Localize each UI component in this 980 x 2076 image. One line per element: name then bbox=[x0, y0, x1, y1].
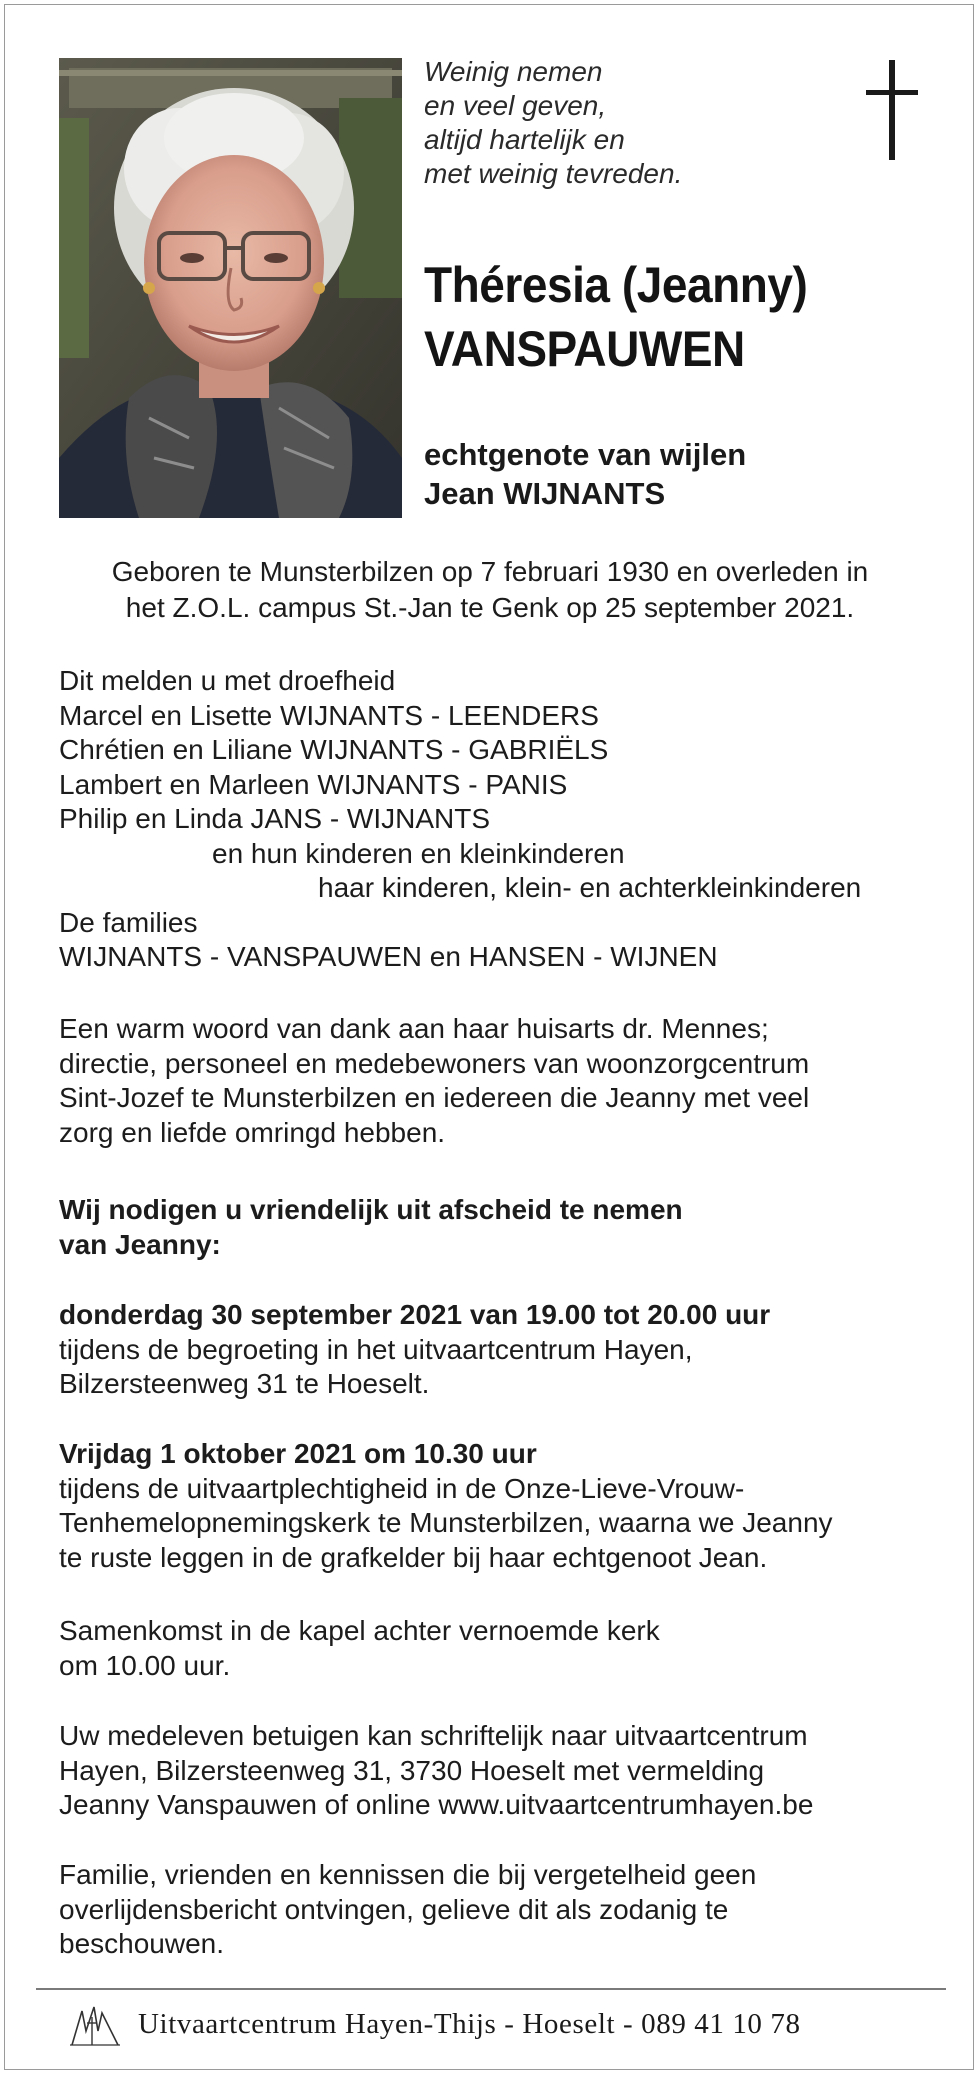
portrait-photo bbox=[59, 58, 402, 518]
poem bbox=[424, 55, 804, 191]
wake-line: tijdens de begroeting in het uitvaartcentrum Hayen, bbox=[59, 1333, 693, 1365]
gathering-line: Samenkomst in de kapel achter vernoemde kerk bbox=[59, 1615, 660, 1646]
birth-death-info bbox=[40, 554, 940, 626]
gathering-line: om 10.00 uur. bbox=[59, 1649, 231, 1681]
families-label: De families bbox=[59, 906, 198, 938]
spouse-label: echtgenote van wijlen bbox=[424, 437, 747, 472]
wake-heading: donderdag 30 september 2021 van 19.00 tot 20.00 uur bbox=[59, 1299, 771, 1330]
funeral-line: te ruste leggen in de grafkelder bij haar echtgenoot Jean. bbox=[59, 1541, 768, 1573]
cross-icon bbox=[862, 60, 922, 160]
birth-death-line: Geboren te Munsterbilzen op 7 februari 1930 en overleden in bbox=[111, 556, 869, 587]
poem-line: altijd hartelijk en bbox=[424, 124, 625, 155]
invitation-line: Wij nodigen u vriendelijk uit afscheid te nemen bbox=[59, 1194, 683, 1225]
invitation bbox=[59, 1193, 959, 1262]
funeral-info bbox=[59, 1437, 959, 1575]
notice-paragraph bbox=[59, 1858, 959, 1962]
notice-line: Familie, vrienden en kennissen die bij vergetelheid geen bbox=[59, 1859, 757, 1890]
condolences-line: Jeanny Vanspauwen of online www.uitvaartcentrumhayen.be bbox=[59, 1789, 814, 1820]
condolences-line: Uw medeleven betuigen kan schriftelijk naar uitvaartcentrum bbox=[59, 1720, 808, 1751]
wake-info bbox=[59, 1298, 959, 1402]
family-member: Lambert en Marleen WIJNANTS - PANIS bbox=[59, 768, 568, 800]
thanks-line: directie, personeel en medebewoners van woonzorgcentrum bbox=[59, 1047, 810, 1079]
funeral-heading: Vrijdag 1 oktober 2021 om 10.30 uur bbox=[59, 1438, 537, 1469]
family-intro: Dit melden u met droefheid bbox=[59, 665, 396, 696]
spouse-info bbox=[424, 435, 944, 513]
family-member: Philip en Linda JANS - WIJNANTS bbox=[59, 803, 491, 834]
family-member: Chrétien en Liliane WIJNANTS - GABRIËLS bbox=[59, 734, 609, 765]
family-announcement bbox=[59, 664, 959, 975]
families-names: WIJNANTS - VANSPAUWEN en HANSEN - WIJNEN bbox=[59, 941, 718, 972]
thanks-line: Een warm woord van dank aan haar huisarts dr. Mennes; bbox=[59, 1013, 769, 1044]
grandchildren-line: haar kinderen, klein- en achterkleinkinderen bbox=[318, 872, 862, 903]
funeral-line: tijdens de uitvaartplechtigheid in de Onze-Lieve-Vrouw- bbox=[59, 1472, 745, 1504]
footer-divider bbox=[36, 1988, 946, 1990]
birth-death-line: het Z.O.L. campus St.-Jan te Genk op 25 september 2021. bbox=[125, 592, 855, 623]
spouse-name: Jean WIJNANTS bbox=[424, 476, 666, 511]
thanks-paragraph bbox=[59, 1012, 959, 1150]
deceased-first-name: Théresia (Jeanny) bbox=[424, 257, 808, 313]
footer-funeral-home: Uitvaartcentrum Hayen-Thijs - Hoeselt - 089 41 10 78 bbox=[138, 2008, 801, 2040]
poem-line: met weinig tevreden. bbox=[424, 158, 683, 189]
deceased-name bbox=[424, 253, 902, 381]
wake-line: Bilzersteenweg 31 te Hoeselt. bbox=[59, 1368, 430, 1399]
condolences-info bbox=[59, 1719, 959, 1823]
condolences-line: Hayen, Bilzersteenweg 31, 3730 Hoeselt met vermelding bbox=[59, 1754, 765, 1786]
notice-line: beschouwen. bbox=[59, 1928, 225, 1959]
deceased-last-name: VANSPAUWEN bbox=[424, 321, 745, 377]
family-member: Marcel en Lisette WIJNANTS - LEENDERS bbox=[59, 699, 599, 731]
gathering-info bbox=[59, 1614, 959, 1683]
hayen-thijs-logo-icon bbox=[68, 2001, 122, 2049]
poem-line: Weinig nemen bbox=[424, 56, 603, 87]
children-line: en hun kinderen en kleinkinderen bbox=[212, 837, 625, 869]
funeral-line: Tenhemelopnemingskerk te Munsterbilzen, waarna we Jeanny bbox=[59, 1507, 833, 1538]
poem-line: en veel geven, bbox=[424, 90, 607, 121]
invitation-line: van Jeanny: bbox=[59, 1228, 221, 1260]
thanks-line: Sint-Jozef te Munsterbilzen en iedereen die Jeanny met veel bbox=[59, 1082, 810, 1113]
notice-line: overlijdensbericht ontvingen, gelieve dit als zodanig te bbox=[59, 1893, 729, 1925]
thanks-line: zorg en liefde omringd hebben. bbox=[59, 1116, 446, 1148]
